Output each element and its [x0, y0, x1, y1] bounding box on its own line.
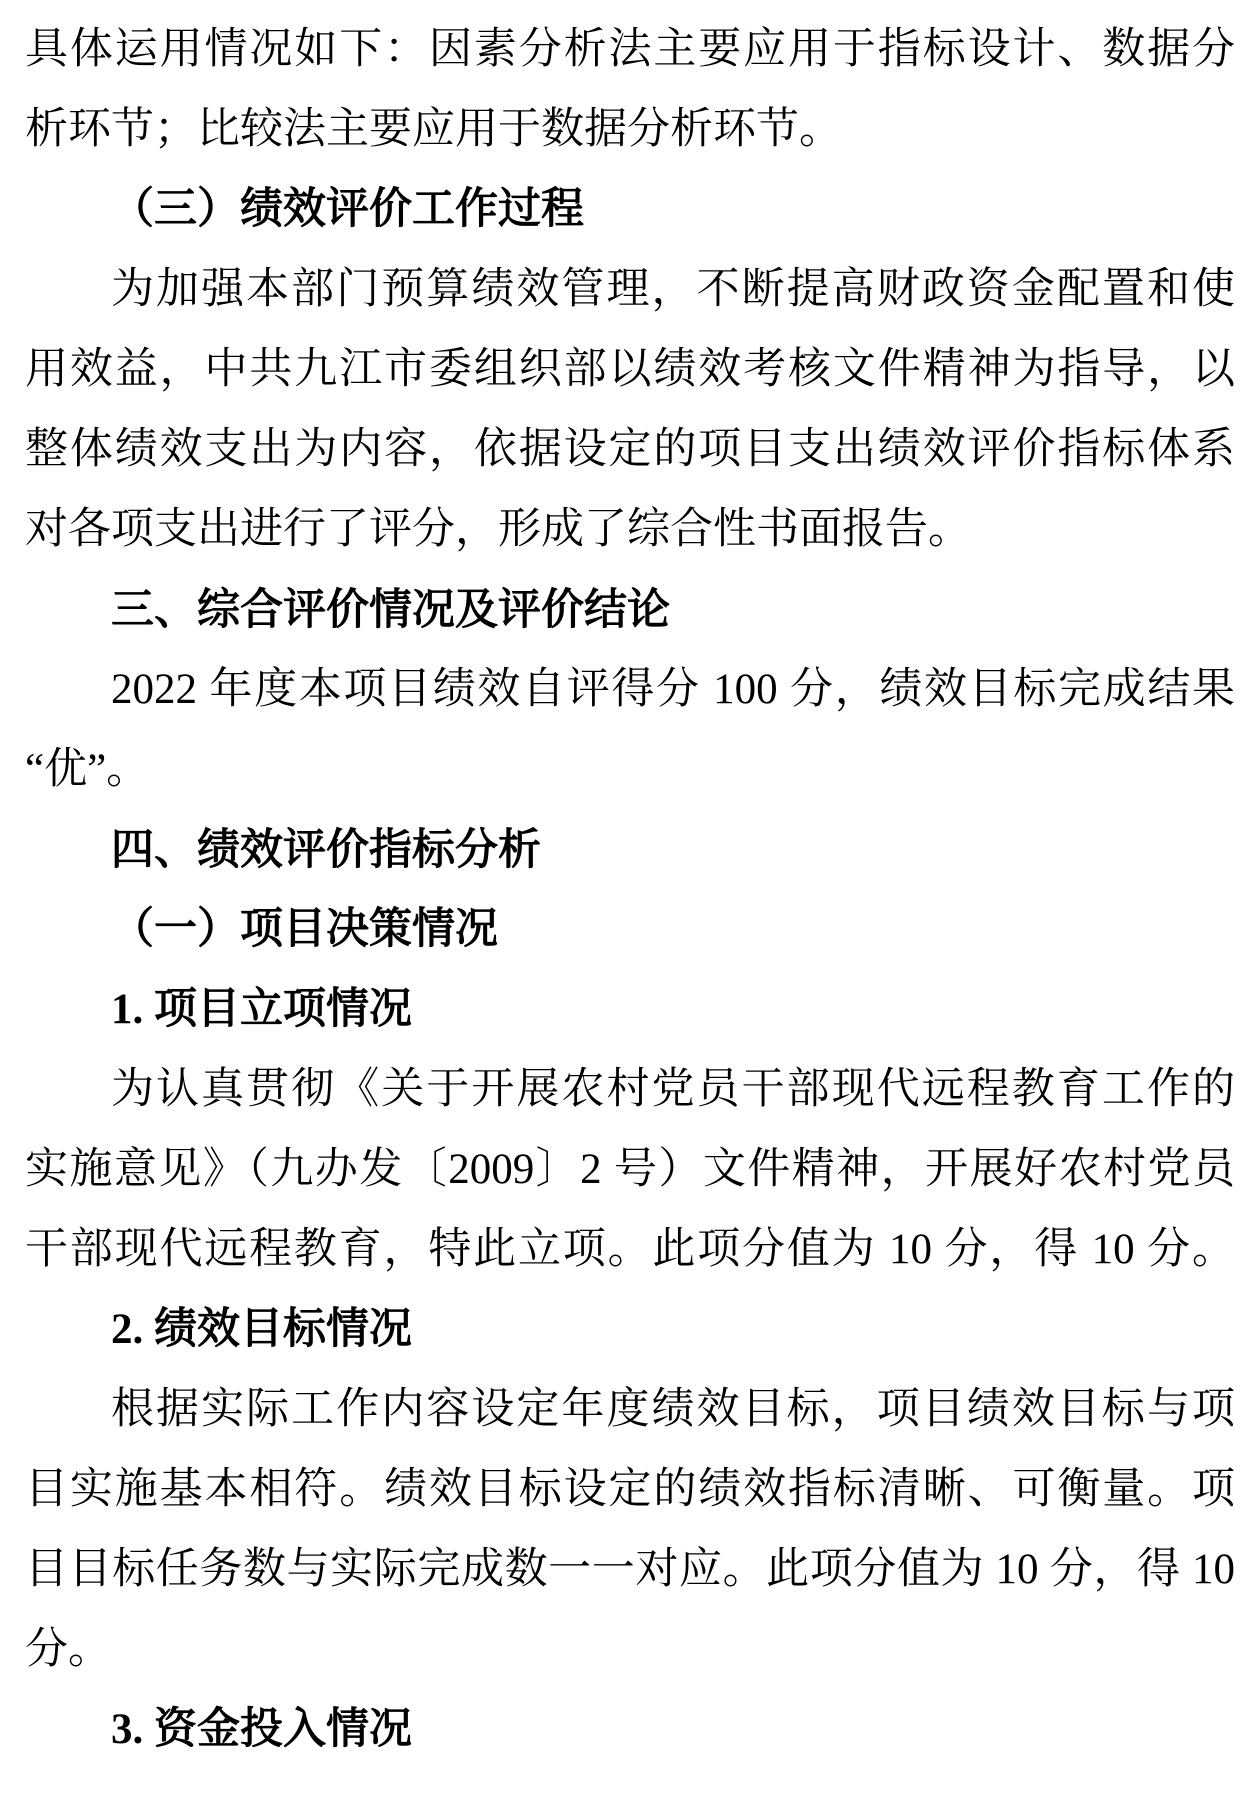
paragraph-method-usage-line-1: 具体运用情况如下：因素分析法主要应用于指标设计、数据分	[25, 26, 1235, 73]
heading-item-1-project-initiation: 1. 项目立项情况	[111, 986, 412, 1033]
paragraph-project-initiation-line-2: 实施意见》（九办发〔2009〕2 号）文件精神，开展好农村党员	[25, 1146, 1235, 1193]
paragraph-performance-target-line-2: 目实施基本相符。绩效目标设定的绩效指标清晰、可衡量。项	[25, 1466, 1235, 1513]
paragraph-project-initiation-line-1: 为认真贯彻《关于开展农村党员干部现代远程教育工作的	[111, 1066, 1235, 1113]
heading-item-2-performance-target: 2. 绩效目标情况	[111, 1306, 412, 1353]
heading-subsection-1-project-decision: （一）项目决策情况	[111, 906, 498, 953]
paragraph-self-score-line-2: “优”。	[25, 746, 150, 793]
paragraph-evaluation-process-line-1: 为加强本部门预算绩效管理，不断提高财政资金配置和使	[111, 266, 1235, 313]
heading-part-3-comprehensive-conclusion: 三、综合评价情况及评价结论	[111, 586, 670, 634]
paragraph-performance-target-line-4: 分。	[25, 1626, 111, 1673]
heading-section-3-evaluation-process: （三）绩效评价工作过程	[111, 186, 584, 233]
heading-part-4-indicator-analysis: 四、绩效评价指标分析	[111, 826, 541, 874]
heading-item-3-fund-input: 3. 资金投入情况	[111, 1706, 412, 1753]
paragraph-evaluation-process-line-4: 对各项支出进行了评分，形成了综合性书面报告。	[25, 506, 971, 553]
paragraph-evaluation-process-line-3: 整体绩效支出为内容，依据设定的项目支出绩效评价指标体系	[25, 426, 1235, 473]
paragraph-performance-target-line-1: 根据实际工作内容设定年度绩效目标，项目绩效目标与项	[111, 1386, 1235, 1433]
paragraph-method-usage-line-2: 析环节；比较法主要应用于数据分析环节。	[25, 106, 842, 153]
paragraph-performance-target-line-3: 目目标任务数与实际完成数一一对应。此项分值为 10 分，得 10	[25, 1546, 1235, 1593]
paragraph-self-score-line-1: 2022 年度本项目绩效自评得分 100 分，绩效目标完成结果	[111, 666, 1235, 713]
paragraph-evaluation-process-line-2: 用效益，中共九江市委组织部以绩效考核文件精神为指导，以	[25, 346, 1235, 393]
paragraph-project-initiation-line-3: 干部现代远程教育，特此立项。此项分值为 10 分，得 10 分。	[25, 1226, 1235, 1273]
